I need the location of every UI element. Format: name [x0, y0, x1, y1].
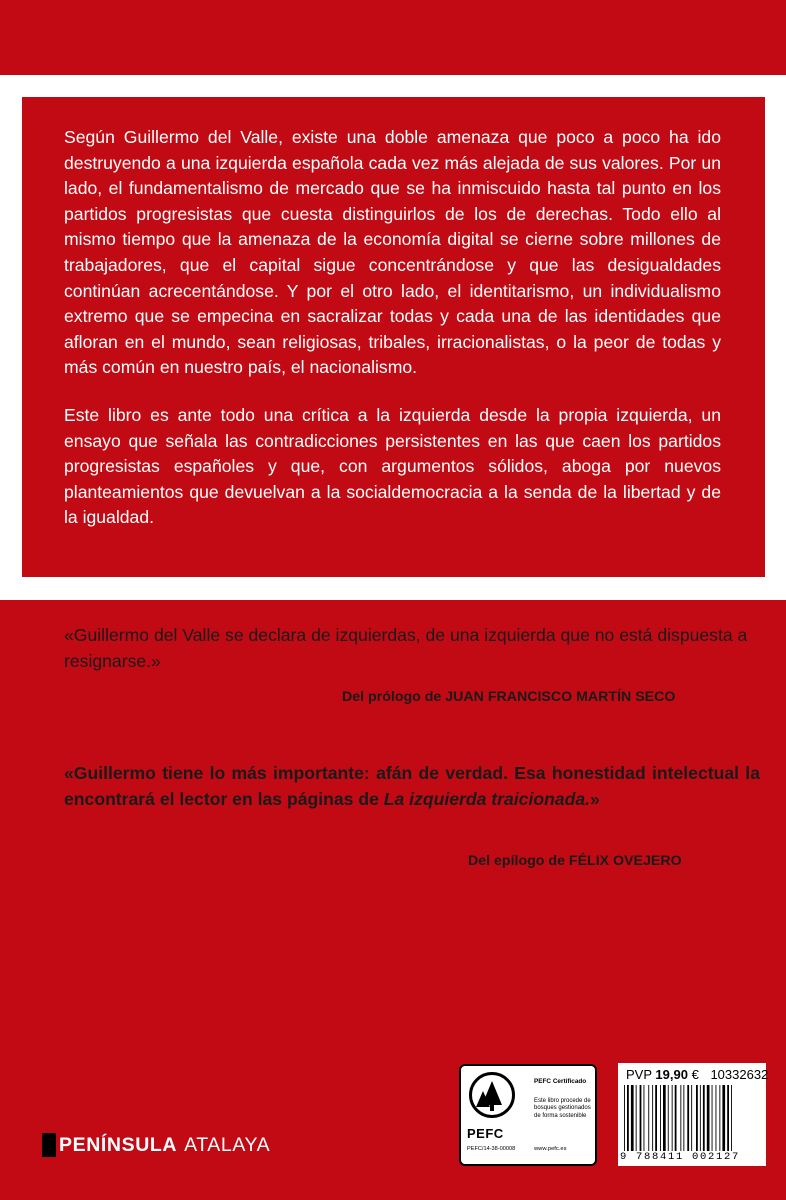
pefc-description: Este libro procede de bosques gestionados de forma sostenible	[534, 1098, 591, 1119]
barcode-bar	[644, 1085, 645, 1151]
publisher-mark-icon	[42, 1133, 56, 1157]
barcode-bar	[631, 1085, 634, 1151]
synopsis-box	[22, 97, 765, 577]
pefc-code: PEFC/14-38-00008	[467, 1146, 516, 1152]
barcode-bar	[687, 1085, 689, 1151]
barcode-bar	[712, 1085, 713, 1151]
epilogue-quote-close: »	[590, 789, 600, 809]
price-value: 19,90	[655, 1067, 688, 1082]
barcode-bar	[624, 1085, 625, 1151]
barcode-bar	[652, 1085, 653, 1151]
barcode-bar	[696, 1085, 698, 1151]
barcode-bar	[668, 1085, 669, 1151]
barcode-bar	[627, 1085, 629, 1151]
barcode-bar	[691, 1085, 692, 1151]
synopsis-paragraph-2: Este libro es ante todo una crítica a la izquierda desde la propia izquierda, un ensayo que señala las contradicciones persistentes en las que caen los partidos progresistas españoles y que, con argumentos sólidos, aboga por nuevos planteamientos que devuelvan a la socialdemocracia a la senda de la libertad y de la igualdad.	[64, 404, 721, 528]
publisher-imprint: ATALAYA	[184, 1133, 271, 1156]
pefc-certified-text: PEFC Certificado	[534, 1078, 587, 1085]
pefc-website: www.pefc.es	[534, 1146, 567, 1152]
barcode-bar	[663, 1085, 666, 1151]
epilogue-attribution: Del epílogo de FÉLIX OVEJERO	[468, 853, 682, 869]
publisher-logo	[42, 1130, 270, 1160]
epilogue-quote-text: «Guillermo tiene lo más importante: afán de verdad. Esa honestidad intelectual la encontrará el lector en las páginas de	[64, 763, 760, 809]
barcode-bar	[700, 1085, 701, 1151]
publisher-name: PENÍNSULA	[59, 1133, 178, 1156]
barcode-bar	[727, 1085, 729, 1151]
barcode-bar	[703, 1085, 705, 1151]
barcode-label	[618, 1063, 769, 1166]
prologue-attribution: Del prólogo de JUAN FRANCISCO MARTÍN SECO	[342, 689, 676, 705]
barcode-bar	[648, 1085, 649, 1151]
isbn-barcode	[622, 1085, 762, 1153]
epilogue-quote	[64, 760, 760, 812]
barcode-bar	[636, 1085, 637, 1151]
barcode-bar	[655, 1085, 657, 1151]
book-title: La izquierda traicionada.	[383, 789, 591, 809]
barcode-bar	[716, 1085, 717, 1151]
barcode-bar	[675, 1085, 677, 1151]
top-red-band	[0, 0, 786, 75]
pefc-abbreviation: PEFC	[467, 1126, 504, 1141]
barcode-bar	[719, 1085, 720, 1151]
price-currency: €	[691, 1067, 699, 1082]
barcode-bar	[672, 1085, 673, 1151]
barcode-bar	[683, 1085, 684, 1151]
reference-number: 10332632	[710, 1067, 769, 1082]
barcode-bar	[731, 1085, 732, 1151]
pefc-tree-icon	[469, 1072, 515, 1118]
price-row	[626, 1067, 768, 1082]
prologue-quote: «Guillermo del Valle se declara de izquierdas, de una izquierda que no está dispuesta a resignarse.»	[64, 625, 748, 671]
isbn-digits: 9 788411 002127	[620, 1151, 741, 1163]
pefc-certification-label	[459, 1064, 597, 1166]
pvp-label: PVP	[626, 1067, 652, 1082]
barcode-bar	[640, 1085, 642, 1151]
barcode-bar	[707, 1085, 710, 1151]
barcode-bar	[680, 1085, 681, 1151]
synopsis-paragraph-1: Según Guillermo del Valle, existe una doble amenaza que poco a poco ha ido destruyendo a una izquierda española cada vez más alejada de sus valores. Por un lado, el fundamentalismo de mercado que se ha inmiscuido hasta tal punto en los partidos progresistas que cuesta distinguirlos de los de derechas. Todo ello al mismo tiempo que la amenaza de la economía digital se cierne sobre millones de trabajadores, que el capital sigue concentrándose y que las desigualdades continúan acrecentándose. Y por el otro lado, el identitarismo, un individualismo extremo que se empecina en sacralizar todas y cada una de las identidades que afloran en el mundo, sean religiosas, tribales, irracionalistas, o la peor de todas y más común en nuestro país, el nacionalismo.	[64, 127, 721, 378]
barcode-bar	[660, 1085, 661, 1151]
barcode-bar	[722, 1085, 725, 1151]
